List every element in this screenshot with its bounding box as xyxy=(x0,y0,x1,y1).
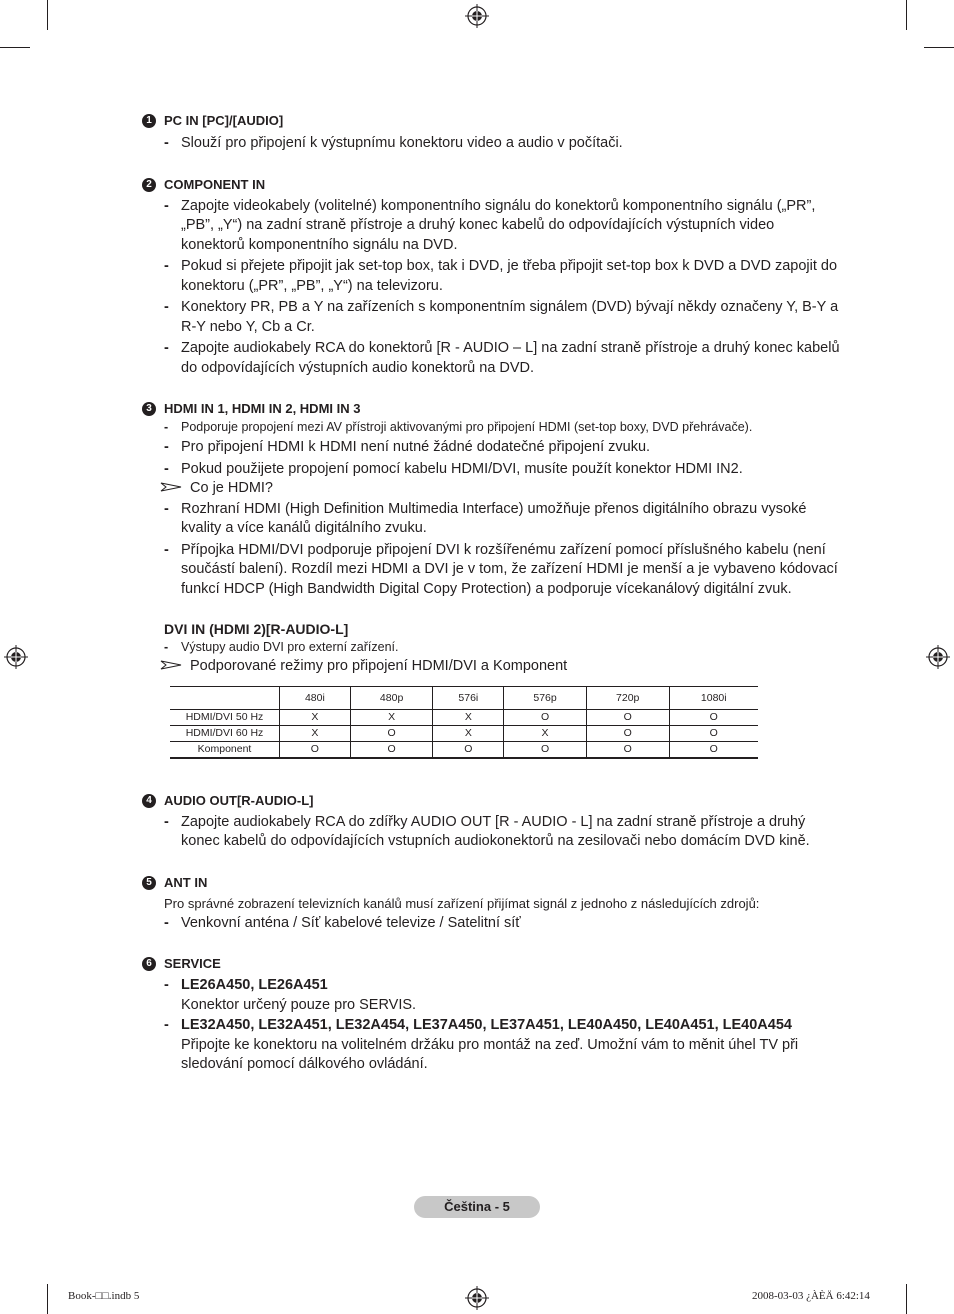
list-item-text: Rozhraní HDMI (High Definition Multimedia Interface) umožňuje přenos digitálního obrazu vysoké kvality a více kanálů digitálního zvuku. xyxy=(181,500,807,536)
list-item-text: Pro připojení HDMI k HDMI není nutné žádné dodatečné připojení zvuku. xyxy=(181,439,651,455)
table-cell: X xyxy=(433,725,504,741)
list-item-text: Konektor určený pouze pro SERVIS. xyxy=(181,996,417,1013)
list-item: - Pokud si přejete připojit jak set-top box, tak i DVD, je třeba připojit set-top box k DVD a DVD zapojit do konektoru („PR”, „PB”, „Y“) na televizoru. xyxy=(164,258,838,294)
list-item-text: Venkovní anténa / Síť kabelové televize / Satelitní síť xyxy=(181,914,521,931)
list-item: - Zapojte audiokabely RCA do zdířky AUDIO OUT [R - AUDIO - L] na zadní straně přístroje a druhý konec kabelů do odpovídajících vstupních audiokonektorů na zesilovači nebo domácím DVD kině. xyxy=(164,813,810,849)
table-column-header: 1080i xyxy=(669,686,758,709)
list-item-text: Podporuje propojení mezi AV přístroji aktivovanými pro připojení HDMI (set-top boxy, DVD přehrávače). xyxy=(181,420,753,434)
section-heading xyxy=(140,792,840,810)
arrow-note-icon xyxy=(160,659,182,671)
print-slug-right: 2008-03-03 ¿ÀÈÄ 6:42:14 xyxy=(752,1290,870,1302)
crop-mark xyxy=(906,1284,907,1314)
table-cell: X xyxy=(433,709,504,725)
model-list: LE26A450, LE26A451 xyxy=(181,977,328,993)
list-item: - Konektory PR, PB a Y na zařízeních s komponentním signálem (DVD) bývají někdy označeny Y, B-Y a R-Y nebo Y, Cb a Cr. xyxy=(164,299,839,335)
list-item-text: Konektory PR, PB a Y na zařízeních s komponentním signálem (DVD) bývají někdy označeny Y, B-Y a R-Y nebo Y, Cb a Cr. xyxy=(181,299,839,335)
list-item: - Zapojte audiokabely RCA do konektorů [R - AUDIO – L] na zadní straně přístroje a druhý konec kabelů do odpovídajících výstupních audio konektorů na DVD. xyxy=(164,340,840,376)
list-item: - LE32A450, LE32A451, LE32A454, LE37A450, LE37A451, LE40A450, LE40A451, LE40A454 Připojte ke konektoru na volitelném držáku pro montáž na zeď. Umožní vám to měnit úhel TV při sledování pomocí dálkového ovládání. xyxy=(140,1016,840,1075)
table-row xyxy=(170,741,758,758)
list-item: - Pokud použijete propojení pomocí kabelu HDMI/DVI, musíte použít konektor HDMI IN2. xyxy=(164,460,743,477)
section-heading xyxy=(140,400,840,418)
table-corner-cell xyxy=(170,686,280,709)
table-column-header: 480i xyxy=(280,686,351,709)
note-line xyxy=(140,479,840,499)
list-item: - Výstupy audio DVI pro externí zařízení. xyxy=(164,640,399,654)
crop-mark xyxy=(0,47,30,48)
crop-mark xyxy=(47,1284,48,1314)
list-item-text: Slouží pro připojení k výstupnímu konektoru video a audio v počítači. xyxy=(181,135,623,151)
list-item: - Slouží pro připojení k výstupnímu konektoru video a audio v počítači. xyxy=(164,135,623,151)
list-item: - Zapojte videokabely (volitelné) komponentního signálu do konektorů komponentního signálu („PR”, „PB”, „Y“) na zadní straně přístroje a druhý konec kabelů do odpovídajících výstupních video konektorů komponentního signálu na DVD. xyxy=(164,197,816,253)
table-cell: O xyxy=(433,741,504,758)
table-row xyxy=(170,709,758,725)
section-number: 4 xyxy=(142,794,156,808)
manual-content xyxy=(140,112,840,1075)
table-cell: O xyxy=(350,741,433,758)
list-item: - Rozhraní HDMI (High Definition Multimedia Interface) umožňuje přenos digitálního obrazu vysoké kvality a více kanálů digitálního zvuku. xyxy=(164,500,807,536)
crosshair-registration-icon xyxy=(926,645,950,669)
table-row-label: Komponent xyxy=(170,741,280,758)
section-intro: Pro správné zobrazení televizních kanálů musí zařízení přijímat signál z jednoho z následujících zdrojů: xyxy=(164,895,760,911)
table-cell: O xyxy=(350,725,433,741)
list-item-text: Přípojka HDMI/DVI podporuje připojení DVI k rozšířenému zařízení pomocí příslušného kabelu (není součástí balení). Rozdíl mezi HDMI a DVI je v tom, že zařízení HDMI je menší a je vybaveno kódovací funkcí HDCP (High Bandwidth Digital Copy Protection) a podporuje vícekanálový digitální zvuk. xyxy=(181,541,838,597)
table-cell: O xyxy=(504,741,587,758)
table-cell: O xyxy=(586,741,669,758)
note-line xyxy=(140,657,840,677)
model-list: LE32A450, LE32A451, LE32A454, LE37A450, LE37A451, LE40A450, LE40A451, LE40A454 xyxy=(181,1017,792,1033)
list-item: - Podporuje propojení mezi AV přístroji aktivovanými pro připojení HDMI (set-top boxy, DVD přehrávače). xyxy=(164,420,753,434)
table-cell: O xyxy=(586,709,669,725)
crosshair-registration-icon xyxy=(465,1286,489,1310)
section-heading xyxy=(140,112,840,130)
crop-mark xyxy=(924,47,954,48)
table-cell: X xyxy=(504,725,587,741)
subsection-title: DVI IN (HDMI 2)[R-AUDIO-L] xyxy=(164,621,349,637)
table-cell: X xyxy=(280,709,351,725)
list-item-text: Pokud použijete propojení pomocí kabelu HDMI/DVI, musíte použít konektor HDMI IN2. xyxy=(181,460,743,477)
section-title: SERVICE xyxy=(164,956,221,971)
section-number: 3 xyxy=(142,402,156,416)
table-cell: X xyxy=(350,709,433,725)
table-row-label: HDMI/DVI 50 Hz xyxy=(170,709,280,725)
crosshair-registration-icon xyxy=(465,4,489,28)
section-number: 2 xyxy=(142,178,156,192)
table-cell: O xyxy=(669,725,758,741)
list-item: - LE26A450, LE26A451 Konektor určený pouze pro SERVIS. xyxy=(140,976,840,1015)
note-text: Co je HDMI? xyxy=(190,480,273,496)
table-cell: O xyxy=(669,741,758,758)
section-title: PC IN [PC]/[AUDIO] xyxy=(164,113,284,128)
list-item-text: Pokud si přejete připojit jak set-top box, tak i DVD, je třeba připojit set-top box k DVD a DVD zapojit do konektoru („PR”, „PB”, „Y“) na televizoru. xyxy=(181,258,838,294)
table-cell: O xyxy=(586,725,669,741)
table-row-label: HDMI/DVI 60 Hz xyxy=(170,725,280,741)
section-heading xyxy=(140,176,840,194)
list-item: - Venkovní anténa / Síť kabelové televize / Satelitní síť xyxy=(164,914,521,931)
table-cell: O xyxy=(669,709,758,725)
table-header-row xyxy=(170,686,758,709)
table-cell: O xyxy=(504,709,587,725)
section-title: HDMI IN 1, HDMI IN 2, HDMI IN 3 xyxy=(164,401,361,416)
table-cell: X xyxy=(280,725,351,741)
list-item-text: Zapojte audiokabely RCA do zdířky AUDIO OUT [R - AUDIO - L] na zadní straně přístroje a druhý konec kabelů do odpovídajících vstupních audiokonektorů na zesilovači nebo domácím DVD kině. xyxy=(181,813,810,849)
table-column-header: 480p xyxy=(350,686,433,709)
list-item-text: Připojte ke konektoru na volitelném držáku pro montáž na zeď. Umožní vám to měnit úhel TV při sledování pomocí dálkového ovládání. xyxy=(181,1036,799,1072)
arrow-note-icon xyxy=(160,481,182,493)
section-heading xyxy=(140,955,840,973)
section-heading xyxy=(140,874,840,892)
table-cell: O xyxy=(280,741,351,758)
table-column-header: 576p xyxy=(504,686,587,709)
crop-mark xyxy=(906,0,907,30)
table-row xyxy=(170,725,758,741)
crosshair-registration-icon xyxy=(4,645,28,669)
list-item-text: Výstupy audio DVI pro externí zařízení. xyxy=(181,640,399,654)
section-number: 1 xyxy=(142,114,156,128)
crop-mark xyxy=(47,0,48,30)
section-title: AUDIO OUT[R-AUDIO-L] xyxy=(164,792,314,808)
print-slug-left: Book-□□.indb 5 xyxy=(68,1290,140,1302)
list-item: - Pro připojení HDMI k HDMI není nutné žádné dodatečné připojení zvuku. xyxy=(164,439,651,455)
section-number: 5 xyxy=(142,876,156,890)
note-text: Podporované režimy pro připojení HDMI/DVI a Komponent xyxy=(190,658,568,674)
list-item-text: Zapojte audiokabely RCA do konektorů [R - AUDIO – L] na zadní straně přístroje a druhý konec kabelů do odpovídajících výstupních audio konektorů na DVD. xyxy=(181,340,840,376)
section-title: ANT IN xyxy=(164,874,208,890)
table-column-header: 576i xyxy=(433,686,504,709)
list-item: - Přípojka HDMI/DVI podporuje připojení DVI k rozšířenému zařízení pomocí příslušného kabelu (není součástí balení). Rozdíl mezi HDMI a DVI je v tom, že zařízení HDMI je menší a je vybaveno kódovací funkcí HDCP (High Bandwidth Digital Copy Protection) a podporuje vícekanálový digitální zvuk. xyxy=(164,541,838,597)
section-number: 6 xyxy=(142,957,156,971)
section-title: COMPONENT IN xyxy=(164,176,266,192)
page-number-badge: Čeština - 5 xyxy=(414,1196,540,1218)
list-item-text: Zapojte videokabely (volitelné) komponentního signálu do konektorů komponentního signálu („PR”, „PB”, „Y“) na zadní straně přístroje a druhý konec kabelů do odpovídajících výstupních video konektorů komponentního signálu na DVD. xyxy=(181,197,816,253)
table-column-header: 720p xyxy=(586,686,669,709)
supported-modes-table xyxy=(170,686,758,759)
